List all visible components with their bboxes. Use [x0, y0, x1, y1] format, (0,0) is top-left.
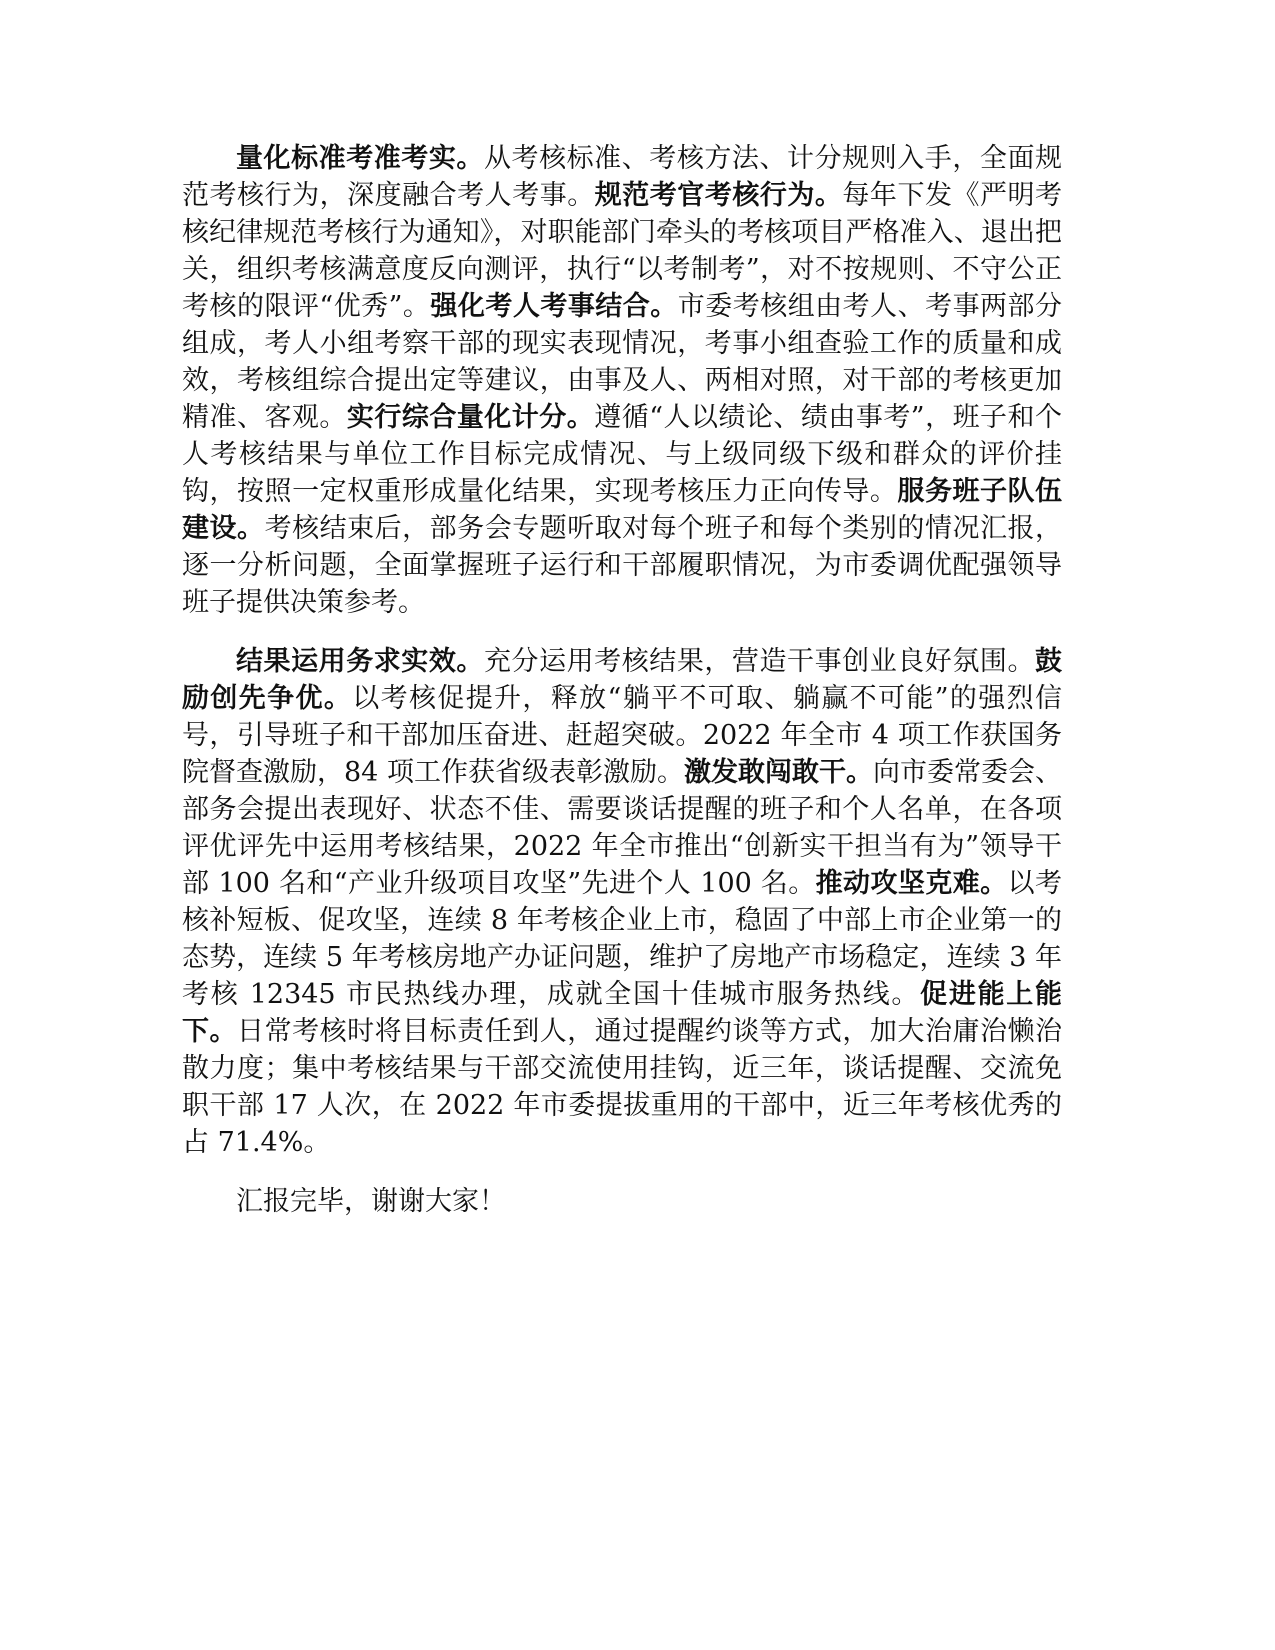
document-body	[182, 140, 1062, 1242]
body-text: 以考核补短板、促攻坚，连续 8 年考核企业上市，稳固了中部上市企业第一的态势，连续 5 年考核房地产办证问题，维护了房地产市场稳定，连续 3 年考核 12345 市民热线办理，成就全国十佳城市服务热线。	[182, 868, 1062, 1010]
heading-result-application: 结果运用务求实效。	[236, 646, 484, 677]
body-text: 市委考核组由考人、考事两部分组成，考人小组考察干部的现实表现情况，考事小组查验工作的质量和成效，考核组综合提出定等建议，由事及人、两相对照，对干部的考核更加精准、客观。	[182, 291, 1063, 433]
paragraph-closing	[182, 1183, 1062, 1220]
heading-quantified-standards: 量化标准考准考实。	[236, 143, 484, 174]
body-text: 从考核标准、考核方法、计分规则入手，全面规范考核行为，深度融合考人考事。	[182, 143, 1063, 211]
body-text: 每年下发《严明考核纪律规范考核行为通知》，对职能部门牵头的考核项目严格准入、退出把关，组织考核满意度反向测评，执行“以考制考”，对不按规则、不守公正考核的限评“优秀”。	[182, 180, 1063, 322]
paragraph-quantified-standards	[182, 140, 1062, 621]
body-text: 日常考核时将目标责任到人，通过提醒约谈等方式，加大治庸治懒治散力度；集中考核结果与干部交流使用挂钩，近三年，谈话提醒、交流免职干部 17 人次，在 2022 年市委提拔重用的干部中，近三年考核优秀的占 71.4%。	[182, 1016, 1063, 1158]
subheading-quantified-scoring: 实行综合量化计分。	[346, 402, 595, 433]
subheading-team-building: 服务班子队伍建设。	[182, 476, 1063, 544]
paragraph-result-application	[182, 643, 1062, 1161]
body-text: 充分运用考核结果，营造干事创业良好氛围。	[483, 646, 1036, 677]
subheading-promotion-demotion: 促进能上能下。	[182, 979, 1063, 1047]
body-text: 遵循“人以绩论、绩由事考”，班子和个人考核结果与单位工作目标完成情况、与上级同级下级和群众的评价挂钩，按照一定权重形成量化结果，实现考核压力正向传导。	[182, 402, 1063, 507]
subheading-tackle-difficulties: 推动攻坚克难。	[815, 868, 1008, 899]
body-text: 向市委常委会、部务会提出表现好、状态不佳、需要谈话提醒的班子和个人名单，在各项评优评先中运用考核结果，2022 年全市推出“创新实干担当有为”领导干部 100 名和“产业升级项目攻坚”先进个人 100 名。	[182, 757, 1062, 899]
body-text: 以考核促提升，释放“躺平不可取、躺赢不可能”的强烈信号，引导班子和干部加压奋进、赶超突破。2022 年全市 4 项工作获国务院督查激励，84 项工作获省级表彰激励。	[182, 683, 1063, 788]
closing-remark: 汇报完毕，谢谢大家！	[236, 1186, 506, 1217]
subheading-examiner-behavior: 规范考官考核行为。	[594, 180, 843, 211]
subheading-inspire-boldness: 激发敢闯敢干。	[683, 757, 873, 788]
subheading-person-and-work: 强化考人考事结合。	[430, 291, 678, 322]
body-text: 考核结束后，部务会专题听取对每个班子和每个类别的情况汇报，逐一分析问题，全面掌握班子运行和干部履职情况，为市委调优配强领导班子提供决策参考。	[182, 513, 1063, 618]
subheading-encourage-excellence: 鼓励创先争优。	[182, 646, 1063, 714]
